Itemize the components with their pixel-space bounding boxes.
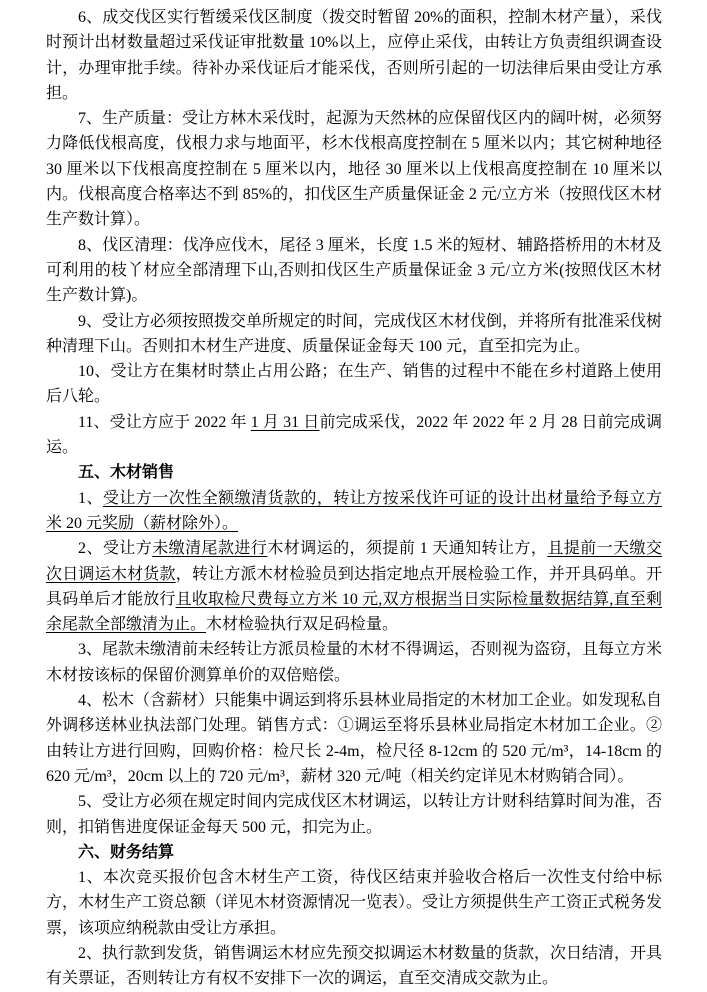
paragraph-sales-item-2: [46, 536, 662, 637]
paragraph-harvest-item-7: [46, 106, 662, 232]
paragraph-sales-item-4: [46, 688, 662, 789]
text-segment: 8、伐区清理：伐净应伐木，尾径 3 厘米，长度 1.5 米的短材、辅路搭桥用的木材及可利用的枝丫材应全部清理下山,否则扣伐区生产质量保证金 3 元/立方米(按照伐区木材生产数计算)。: [46, 236, 662, 305]
text-segment: 5、受让方必须在规定时间内完成伐区木材调运，以转让方计财科结算时间为准，否则，扣销售进度保证金每天 500 元，扣完为止。: [46, 793, 663, 836]
section-heading-financial-settlement: [46, 840, 662, 865]
text-segment: 2、受让方: [78, 540, 153, 558]
text-segment: 六、财务结算: [78, 843, 175, 861]
paragraph-harvest-item-11: [46, 410, 662, 461]
paragraph-harvest-item-6: [46, 5, 662, 106]
paragraph-finance-item-2: [46, 941, 662, 992]
text-segment: 1、本次竞买报价包含木材生产工资，待伐区结束并验收合格后一次性支付给中标方，木材生产工资总额（详见木材资源情况一览表）。受让方须提供生产工资正式税务发票，该项应纳税款由受让方承担。: [46, 869, 663, 937]
underlined-text-segment: 受让方一次性全额缴清货款的，转让方按采伐许可证的设计出材量给予每立方米 20 元奖励（薪材除外）。: [46, 489, 662, 532]
underlined-text-segment: 且提前一天缴交次日调运木材货款: [46, 540, 662, 583]
section-heading-timber-sales: [46, 460, 662, 485]
text-segment: 9、受让方必须按照拨交单所规定的时间，完成伐区木材伐倒，并将所有批准采伐树种清理下山。否则扣木材生产进度、质量保证金每天 100 元，直至扣完为止。: [46, 312, 663, 355]
paragraph-sales-item-5: [46, 789, 662, 840]
text-segment: 6、成交伐区实行暂缓采伐区制度（拨交时暂留 20%的面积，控制木材产量），采伐时预计出材数量超过采伐证审批数量 10%以上，应停止采伐，由转让方负责组织调查设计，办理审批手续。待补办采伐证后才能采伐，否则所引起的一切法律后果由受让方承担。: [46, 9, 662, 102]
paragraph-sales-item-3: [46, 637, 662, 688]
text-segment: 木材调运的，须提前 1 天通知转让方，: [267, 540, 548, 558]
text-segment: ，转让方派木材检验员到达指定地点开展检验工作，并开具码单。开具码单后才能放行: [46, 565, 662, 608]
paragraph-sales-item-1: [46, 486, 662, 537]
text-segment: 前完成采伐，2022 年 2022 年 2 月 28 日前完成调运。: [46, 413, 662, 457]
text-segment: 五、木材销售: [78, 464, 175, 482]
text-segment: 11、受让方应于 2022 年: [78, 413, 251, 431]
text-segment: 1、: [78, 489, 103, 507]
text-segment: 10、受让方在集材时禁止占用公路；在生产、销售的过程中不能在乡村道路上使用后八轮。: [46, 363, 662, 406]
text-segment: 木材检验执行双足码检量。: [206, 616, 399, 634]
underlined-text-segment: 未缴清尾款进行: [152, 540, 268, 558]
text-segment: 2、执行款到发货，销售调运木材应先预交拟调运木材数量的货款，次日结清，开具有关票证，否则转让方有权不安排下一次的调运，直至交清成交款为止。: [46, 944, 663, 988]
text-segment: 4、松木（含薪材）只能集中调运到将乐县林业局指定的木材加工企业。如发现私自外调移送林业执法部门处理。销售方式：①调运至将乐县林业局指定木材加工企业。②由转让方进行回购，回购价格：检尺长 2-4m，检尺径 8-12cm 的 520 元/m³，14-18cm 的 620 元/m³，20cm 以上的 720 元/m³，薪材 320 元/吨（相关约定详见木材购销合同）。: [46, 692, 663, 785]
paragraph-finance-item-1: [46, 865, 662, 941]
text-segment: 3、尾款未缴清前未经转让方派员检量的木材不得调运，否则视为盗窃，且每立方米木材按该标的保留价测算单价的双倍赔偿。: [46, 641, 663, 684]
paragraph-harvest-item-9: [46, 309, 662, 360]
text-segment: 7、生产质量：受让方林木采伐时，起源为天然林的应保留伐区内的阔叶树，必须努力降低伐根高度，伐根力求与地面平，杉木伐根高度控制在 5 厘米以内；其它树种地径 30 厘米以下伐根高度控制在 5 厘米以内，地径 30 厘米以上伐根高度控制在 10 厘米以内。伐根高度合格率达不到 85%的，扣伐区生产质量保证金 2 元/立方米（按照伐区木材生产数计算）。: [46, 110, 663, 229]
underlined-text-segment: 且收取检尺费每立方米 10 元,双方根据当日实际检量数据结算,直至剩余尾款全部缴清为止。: [46, 590, 662, 634]
paragraph-harvest-item-10: [46, 359, 662, 410]
underlined-text-segment: 1 月 31 日: [250, 413, 320, 431]
paragraph-harvest-item-8: [46, 233, 662, 309]
